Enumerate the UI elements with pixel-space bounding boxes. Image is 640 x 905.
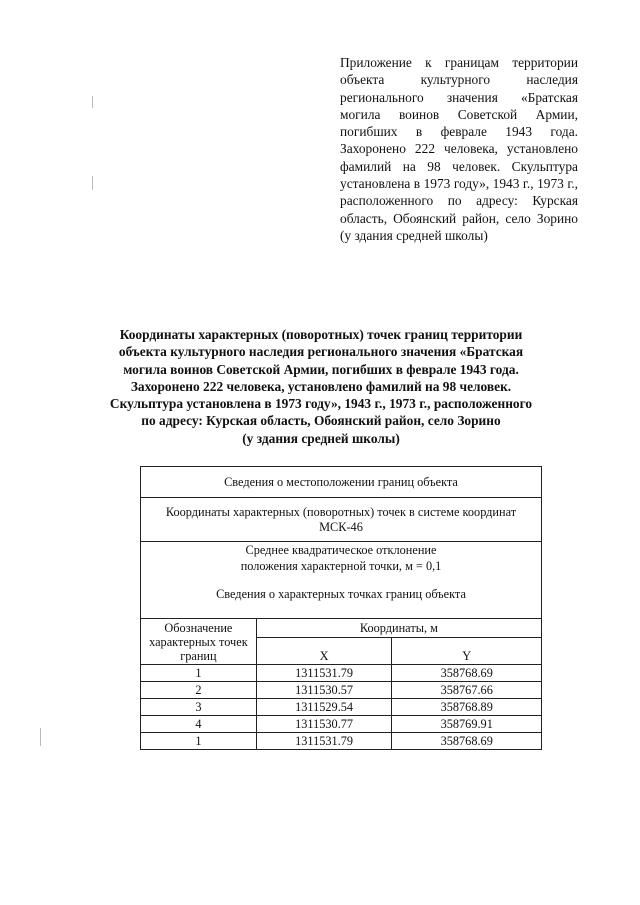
point-number: 4 [141, 716, 257, 733]
x-coordinate: 1311531.79 [256, 733, 392, 750]
heading-line: (у здания средней школы) [242, 430, 400, 446]
deviation-row [141, 542, 542, 619]
y-coordinate: 358768.69 [392, 665, 542, 682]
designation-header: Обозначение характерных точек границ [141, 619, 257, 665]
appendix-note: Приложение к границам территории объекта культурного наследия регионального значения «Братская могила воинов Советской Армии, погибших в феврале 1943 года. Захоронено 222 человека, установлено фамилий на 98 человек. Скульптура установлена в 1973 году», 1943 г., 1973 г., расположенного по адресу: Курская область, Обоянский район, село Зорино (у здания средней школы) [340, 55, 578, 243]
heading-line: Координаты характерных (поворотных) точек границ территории [119, 327, 523, 342]
coordinate-system-text: Координаты характерных (поворотных) точек в системе координат [165, 504, 517, 519]
document-heading [96, 326, 546, 447]
heading-line: Скульптура установлена в 1973 году», 1943 г., 1973 г., расположенного [109, 396, 533, 412]
deviation-value: положения характерной точки, м = 0,1 [240, 559, 442, 573]
table-row [141, 716, 542, 733]
scan-mark [92, 96, 93, 108]
point-number: 2 [141, 682, 257, 699]
y-coordinate: 358768.89 [392, 699, 542, 716]
table-row [141, 699, 542, 716]
scan-mark [40, 728, 41, 746]
coordinates-table [140, 466, 542, 750]
heading-line: могила воинов Советской Армии, погибших в феврале 1943 года. [123, 361, 519, 377]
y-coordinate: 358767.66 [392, 682, 542, 699]
location-info-row: Сведения о местоположении границ объекта [141, 467, 542, 498]
x-header: X [256, 638, 392, 665]
x-coordinate: 1311529.54 [256, 699, 392, 716]
y-header: Y [392, 638, 542, 665]
heading-line: объекта культурного наследия регионального значения «Братская [118, 344, 524, 360]
heading-line: по адресу: Курская область, Обоянский район, село Зорино [141, 413, 501, 429]
point-number: 3 [141, 699, 257, 716]
table-row [141, 682, 542, 699]
point-number: 1 [141, 665, 257, 682]
x-coordinate: 1311530.57 [256, 682, 392, 699]
y-coordinate: 358769.91 [392, 716, 542, 733]
heading-line: Захоронено 222 человека, установлено фамилий на 98 человек. [130, 378, 512, 394]
table-row [141, 733, 542, 750]
coordinates-header: Координаты, м [256, 619, 541, 638]
coordinate-system-name: МСК-46 [319, 519, 363, 534]
x-coordinate: 1311530.77 [256, 716, 392, 733]
table-row [141, 665, 542, 682]
deviation-text: Среднее квадратическое отклонение [245, 543, 437, 557]
y-coordinate: 358768.69 [392, 733, 542, 750]
coordinate-system-row [141, 498, 542, 542]
x-coordinate: 1311531.79 [256, 665, 392, 682]
scan-mark [92, 176, 93, 190]
points-info-title: Сведения о характерных точках границ объекта [216, 587, 466, 601]
point-number: 1 [141, 733, 257, 750]
coordinate-rows [141, 665, 542, 750]
